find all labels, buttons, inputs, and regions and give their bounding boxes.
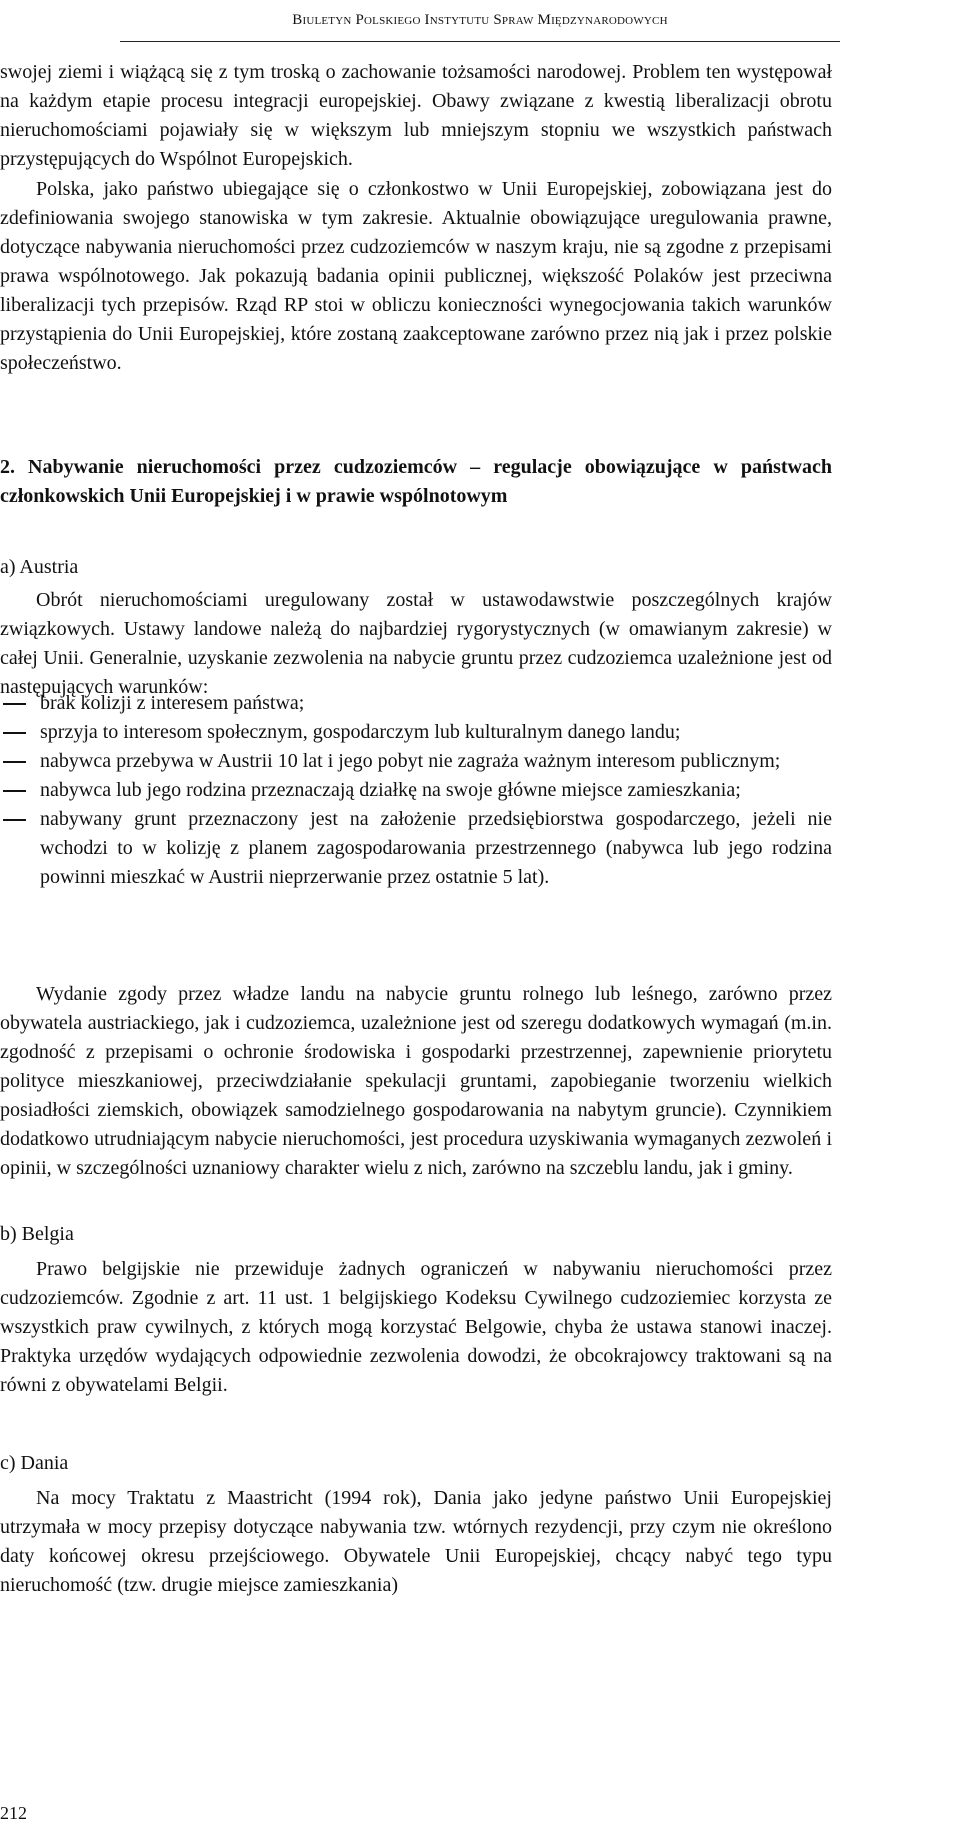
list-item: sprzyja to interesom społecznym, gospodarczym lub kulturalnym danego landu; [0,718,832,747]
paragraph-intro: swojej ziemi i wiążącą się z tym troską o zachowanie tożsamości narodowej. Problem ten występował na każdym etapie procesu integracji europejskiej. Obawy związane z kwestią liberalizacji obrotu nieruchomościami pojawiały się w większym lub mniejszym stopniu we wszystkich państwach przystępujących do Wspólnot Europejskich. [0,61,832,170]
paragraph-belgia: Prawo belgijskie nie przewiduje żadnych ograniczeń w nabywaniu nieruchomości przez cudzoziemców. Zgodnie z art. 11 ust. 1 belgijskiego Kodeksu Cywilnego cudzoziemiec korzysta ze wszystkich praw cywilnych, z których mogą korzystać Belgowie, chyba że ustawa stanowi inaczej. Praktyka urzędów wydających odpowiednie zezwolenia dowodzi, że obcokrajowcy traktowani są na równi z obywatelami Belgii. [0,1258,832,1396]
header-divider [120,41,840,42]
list-item: nabywany grunt przeznaczony jest na założenie przedsiębiorstwa gospodarczego, jeżeli nie wchodzi to w kolizję z planem zagospodarowania przestrzennego (nabywca lub jego rodzina powinni mieszkać w Austrii nieprzerwanie przez ostatnie 5 lat). [0,805,832,892]
paragraph-dania: Na mocy Traktatu z Maastricht (1994 rok), Dania jako jedyne państwo Unii Europejskiej utrzymała w mocy przepisy dotyczące nabywania tzw. wtórnych rezydencji, przy czym nie określono daty końcowej okresu przejściowego. Obywatele Unii Europejskiej, chcący nabyć tego typu nieruchomość (tzw. drugie miejsce zamieszkania) [0,1487,832,1596]
list-item: nabywca przebywa w Austrii 10 lat i jego pobyt nie zagraża ważnym interesom publicznym; [0,747,832,776]
journal-title: Biuletyn Polskiego Instytutu Spraw Międzynarodowych [292,12,668,28]
list-item: brak kolizji z interesem państwa; [0,689,832,718]
list-item: nabywca lub jego rodzina przeznaczają działkę na swoje główne miejsce zamieszkania; [0,776,832,805]
paragraph-austria-agricultural: Wydanie zgody przez władze landu na nabycie gruntu rolnego lub leśnego, zarówno przez obywatela austriackiego, jak i cudzoziemca, uzależnione jest od szeregu dodatkowych wymagań (m.in. zgodność z przepisami o ochronie środowiska i gospodarki przestrzennej, zapewnienie priorytetu polityce mieszkaniowej, przeciwdziałanie spekulacji gruntami, zapobieganie tworzeniu wielkich posiadłości ziemskich, obowiązek samodzielnego gospodarowania na nabytym gruncie). Czynnikiem dodatkowo utrudniającym nabycie nieruchomości, jest procedura uzyskiwania wymaganych zezwoleń i opinii, w szczególności uznaniowy charakter wielu z nich, zarówno na szczeblu landu, jak i gminy. [0,983,832,1179]
page-number: 212 [0,1803,27,1823]
paragraph-austria-intro: Obrót nieruchomościami uregulowany został w ustawodawstwie poszczególnych krajów związkowych. Ustawy landowe należą do najbardziej rygorystycznych (w omawianym zakresie) w całej Unii. Generalnie, uzyskanie zezwolenia na nabycie gruntu przez cudzoziemca uzależnione jest od następujących warunków: [0,589,832,698]
subsection-dania-heading: c) Dania [0,1452,69,1474]
austria-conditions-list [0,689,832,892]
running-header [0,0,960,54]
section-heading: 2. Nabywanie nieruchomości przez cudzoziemców – regulacje obowiązujące w państwach członkowskich Unii Europejskiej i w prawie wspólnotowym [0,456,832,507]
paragraph-poland-position: Polska, jako państwo ubiegające się o członkostwo w Unii Europejskiej, zobowiązana jest do zdefiniowania swojego stanowiska w tym zakresie. Aktualnie obowiązujące uregulowania prawne, dotyczące nabywania nieruchomości przez cudzoziemców w naszym kraju, nie są zgodne z przepisami prawa wspólnotowego. Jak pokazują badania opinii publicznej, większość Polaków jest przeciwna liberalizacji tych przepisów. Rząd RP stoi w obliczu konieczności wynegocjowania takich warunków przystąpienia do Unii Europejskiej, które zostaną zaakceptowane zarówno przez nią jak i przez polskie społeczeństwo. [0,178,832,374]
subsection-austria-heading: a) Austria [0,556,79,578]
subsection-belgia-heading: b) Belgia [0,1223,74,1245]
